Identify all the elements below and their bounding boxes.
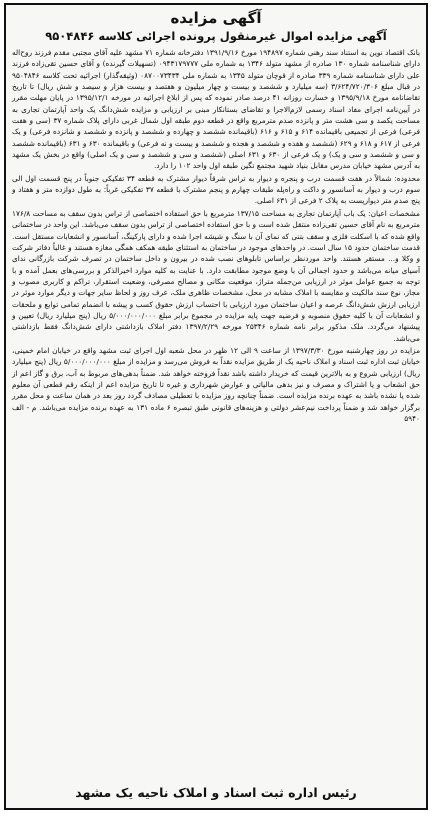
notice-paragraph-specifications: مشخصات اعیان: یک باب آپارتمان تجاری به مساحت ۱۳۷/۱۵ مترمربع با حق استفاده اختصاصی از تراس بدون سقف به مساحت ۱۷۶/۸ مترمربع به نام آقای حسین تقی‌زاده منتقل شده است و با حق استفاده اختصاصی از تراس بدون سقف می‌باشد. این واحد در ساختمانی واقع شده که با اسکلت فلزی و سقف بتنی که نمای آن با سنگ و شیشه اجرا شده و دارای پارکینگ، آسانسور و انشعابات مستقل است. قدمت ساختمان حدود ۱۵ سال است. در واحدهای موجود در ساختمان به استثنای طبقه همکف همگی مغازه هستند و غالباً دفاتر شرکت و وکلا و... مستقر هستند. واحد موردنظر براساس تابلوهای نصب شده در بیرون و داخل ساختمان در تصرف شرکت بازرگانی ندای آسیای میانه می‌باشد و حدود اجمالی آن با وضع موجود مطابقت دارد. با عنایت به کلیه موارد اخیرالذکر و بررسی‌های بعمل آمده و با توجه به جمیع عوامل موثر در ارزیابی من‌جمله متراژ، موقعیت مکانی و مصالح مصرفی، وضعیت استقرار، تراکم و کاربری مصوب و مجاز، نوع سند مالکیت و مقایسه با املاک مشابه در محل، مشخصات ظاهری ملک، عرف روز و لحاظ سایر جهات و دیگر موارد موثر در ارزیابی ارزش شش‌دانگ عرصه و اعیان ساختمان مورد ارزیابی با احتساب ارزش حقوق کسب و پیشه با انضمام تمامی توابع و ملحقات و انشعابات آن با کلیه حقوق منصوبه و فرضیه جهت پایه مزایده در مجموع برابر مبلغ ۵/۰۰۰/۰۰۰/۰۰۰ ریال (پنج میلیارد ریال) تعیین و پیشنهاد می‌گردد. ملک مذکور برابر نامه شماره ۲۵۳۴۶ مورخه ۱۳۹۷/۲/۲۹ دفتر املاک بازداشتی دارای شش‌دانگ فقط بازداشتی می‌باشد. (12, 208, 421, 343)
notice-paragraph-boundaries: محدوده: شمالاً در هفت قسمت درب و پنجره و دیوار به تراس شرقاً دیوار مشترک به قطعه ۳۴ تفکیکی جنوباً در پنج قسمت اول الی سوم درب و دیوار به آسانسور و داکت و راه‌پله طبقات چهارم و پنجم مشترک با قطعه ۳۷ تفکیکی غرباً: به طول دوازده متر و هفتاد و پنج صدم متر دیوارپست به پلاک ۲ فرعی از ۶۳۱ اصلی. (12, 173, 420, 206)
notice-title: آگهی مزایده (170, 9, 262, 27)
notice-paragraph-intro: بانک اقتصاد نوین به استناد سند رهنی شماره ۱۹۴۸۹۷ مورخ ۱۳۹۱/۹/۱۶ دفترخانه شماره ۷۱ مشهد علیه آقای مجتبی مقدم فرزند روح‌اله دارای شناسنامه شماره ۱۳۰ صادره از مشهد متولد ۱۳۴۶ به شماره ملی ۰۹۴۳۱۷۹۷۷۷ (تسهیلات گیرنده) و آقای حسین تقی‌زاده فرزند علی دارای شناسنامه شماره ۳۳۹ صادره از قوچان متولد ۱۳۴۵ به شماره ملی ۰۸۷۰۰۷۳۴۳۴ (وثیقه‌گذار) اجرائیه تحت کلاسه ۹۵۰۴۸۴۶ در قبال مبلغ ۳/۶۲۴/۷۲۰/۳۰۶ (سه میلیارد و ششصد و بیست و چهار میلیون و هفتصد و بیست هزار و سیصد و شش ریال) تا تاریخ تقاضانامه مورخ ۱۳۹۵/۹/۱۸ و خسارت روزانه ۴۱ درصد صادر نموده که پس از ابلاغ اجرائیه در مورخه ۱۳۹۵/۱۲/۱ در پایان مهلت مقرر در آیین‌نامه اجرای مفاد اسناد رسمی لازم‌الاجرا و تقاضای بستانکار مبنی بر ارزیابی و مزایده شش‌دانگ یک واحد آپارتمان تجاری به مساحت یکصد و سی هشت متر و پانزده صدم مترمربع واقع در قطعه دوم طبقه اول شمال غربی دارای پلاک شماره ۳۷ (سی و هفت فرعی) فرعی از تجمیعی باقیمانده ۶۱۴ و ۶۱۵ و ۶۱۶ (باقیمانده ششصد و چهارده و ششصد و پانزده و ششصد و شانزده فرعی) و یک فرعی از ۶۱۷ و ۶۱۸ و ۶۲۹ (ششصد و هفده و ششصد و هجده و ششصد و بیست و نه فرعی) و باقیمانده ۶۳۰ و ۶۳۱ (باقیمانده ششصد و سی و ششصد و سی و یک) و یک فرعی از ۶۳۰ و ۶۳۱ اصلی (ششصد و سی و ششصد و سی و یک اصلی) واقع در بخش یک مشهد به آدرس مشهد خیابان مدرس مقابل بنیاد شهید مجتمع تگین طبقه اول واحد ۱۰۲ را دارد. (12, 48, 421, 171)
notice-paragraph-auction-terms: مزایده در روز چهارشنبه مورخ ۱۳۹۷/۳/۳۰ از ساعت ۹ الی ۱۲ ظهر در محل شعبه اول اجرای ثبت مشهد واقع در خیابان امام خمینی، خیابان ثبت اداره ثبت اسناد و املاک ناحیه یک از طریق مزایده نقداً به فروش می‌رسد و مزایده از مبلغ ۵/۰۰۰/۰۰۰/۰۰۰ ریال (پنج میلیارد ریال) ارزیابی شروع و به بالاترین قیمت که خریدار داشته باشد نقداً فروخته خواهد شد. ضمناً بدهی‌های مربوط به آب، برق و گاز اعم از حق انشعاب و یا اشتراک و مصرف و نیز بدهی مالیاتی و عوارض شهرداری و غیره تا تاریخ مزایده اعم از اینکه رقم قطعی آن معلوم شده یا نشده باشد به عهده برنده مزایده است. ضمناً چنانچه روز مزایده با تعطیلی مصادف گردد روز بعد در همان ساعت و محل مقرر برگزار خواهد شد و ضمناً پرداخت نیم‌عشر دولتی و هزینه‌های قانونی طبق تبصره ۶ ماده ۱۳۱ به عهده برنده مزایده می‌باشد. م - الف ۵۹۴۰ (12, 345, 421, 423)
notice-signature: رئیس اداره ثبت اسناد و املاک ناحیه یک مشهد (75, 785, 357, 800)
auction-notice (4, 3, 428, 810)
notice-subtitle: آگهی مزایده اموال غیرمنقول پرونده اجرائی کلاسه ۹۵۰۴۸۴۶ (45, 29, 387, 43)
